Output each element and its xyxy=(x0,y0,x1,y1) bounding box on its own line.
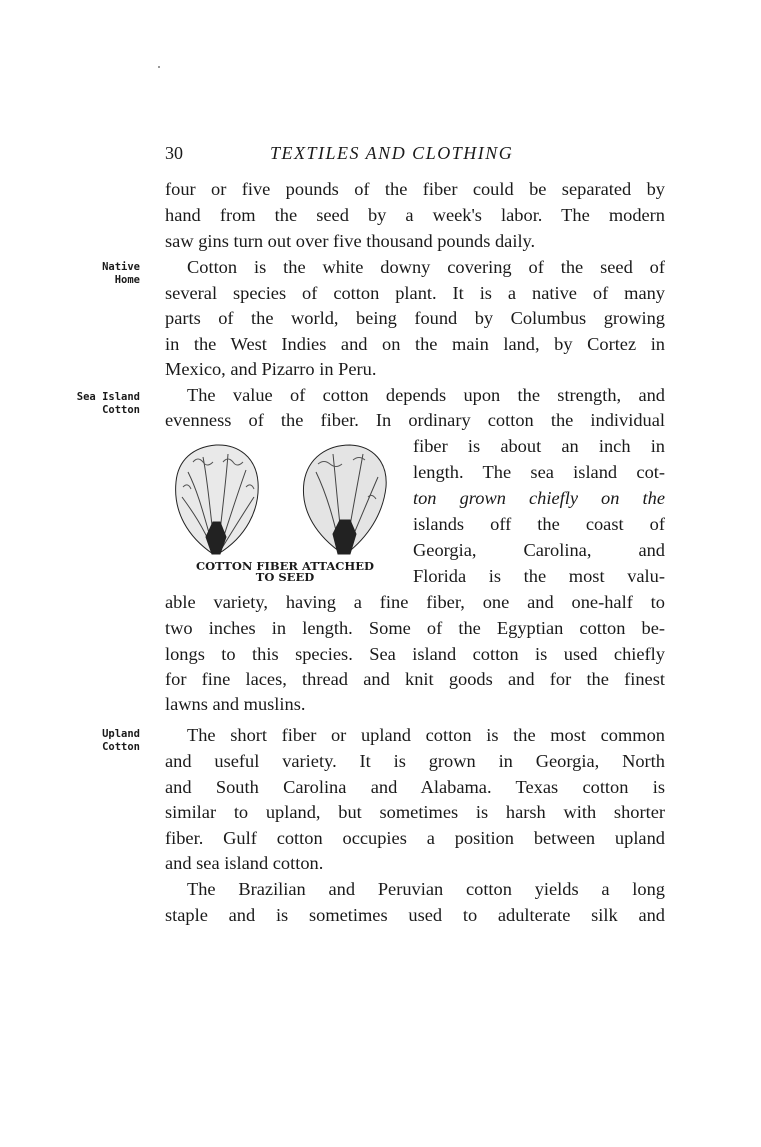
body-line: several species of cotton plant. It is a native of many xyxy=(165,283,665,303)
body-line: The Brazilian and Peruvian cotton yields a long xyxy=(187,879,665,899)
body-line: Cotton is the white downy covering of the seed of xyxy=(187,257,665,277)
margin-note-line: Cotton xyxy=(102,741,140,753)
running-head: TEXTILES AND CLOTHING xyxy=(270,143,514,163)
body-line: and useful variety. It is grown in Georgia, North xyxy=(165,751,665,771)
margin-note-line: Upland xyxy=(102,728,140,740)
caption-line: COTTON FIBER ATTACHED xyxy=(195,559,375,573)
body-line: The short fiber or upland cotton is the most common xyxy=(187,725,665,745)
body-line: lawns and muslins. xyxy=(165,694,306,714)
cotton-boll-right xyxy=(303,445,386,554)
body-line: saw gins turn out over five thousand pounds daily. xyxy=(165,231,536,251)
cotton-boll-left xyxy=(176,445,259,554)
body-line: staple and is sometimes used to adulterate silk and xyxy=(165,905,665,925)
body-line: ton grown chiefly on the xyxy=(413,488,665,508)
body-line: and sea island cotton. xyxy=(165,853,324,873)
page-header xyxy=(165,143,665,167)
body-line: for fine laces, thread and knit goods and for the finest xyxy=(165,669,665,689)
body-line: The value of cotton depends upon the strength, and xyxy=(187,385,665,405)
body-line: parts of the world, being found by Columbus growing xyxy=(165,308,665,328)
margin-note-sea-island xyxy=(60,391,140,417)
body-line: able variety, having a fine fiber, one and one-half to xyxy=(165,592,665,612)
body-line: two inches in length. Some of the Egyptian cotton be- xyxy=(165,618,665,638)
margin-note-native-home xyxy=(60,261,140,287)
page-number: 30 xyxy=(165,143,183,163)
margin-note-line: Sea Island xyxy=(76,391,140,403)
body-line: similar to upland, but sometimes is harsh with shorter xyxy=(165,802,665,822)
margin-note-line: Home xyxy=(114,274,140,286)
body-line: and South Carolina and Alabama. Texas cotton is xyxy=(165,777,665,797)
caption-line: TO SEED xyxy=(255,570,315,584)
body-line: islands off the coast of xyxy=(413,514,665,534)
cotton-seed-illustration xyxy=(168,442,398,560)
margin-note-line: Cotton xyxy=(102,404,140,416)
body-line: evenness of the fiber. In ordinary cotton the individual xyxy=(165,410,665,430)
body-line: hand from the seed by a week's labor. The modern xyxy=(165,205,665,225)
scan-speck xyxy=(158,66,160,68)
body-line: length. The sea island cot- xyxy=(413,462,665,482)
body-line: four or five pounds of the fiber could be separated by xyxy=(165,179,665,199)
body-line: longs to this species. Sea island cotton is used chiefly xyxy=(165,644,665,664)
body-line: fiber. Gulf cotton occupies a position between upland xyxy=(165,828,665,848)
figure-caption xyxy=(172,561,398,583)
body-line: in the West Indies and on the main land, by Cortez in xyxy=(165,334,665,354)
body-line: Florida is the most valu- xyxy=(413,566,665,586)
body-line: Mexico, and Pizarro in Peru. xyxy=(165,359,377,379)
margin-note-upland xyxy=(60,728,140,754)
body-line: fiber is about an inch in xyxy=(413,436,665,456)
body-line: Georgia, Carolina, and xyxy=(413,540,665,560)
margin-note-line: Native xyxy=(102,261,140,273)
